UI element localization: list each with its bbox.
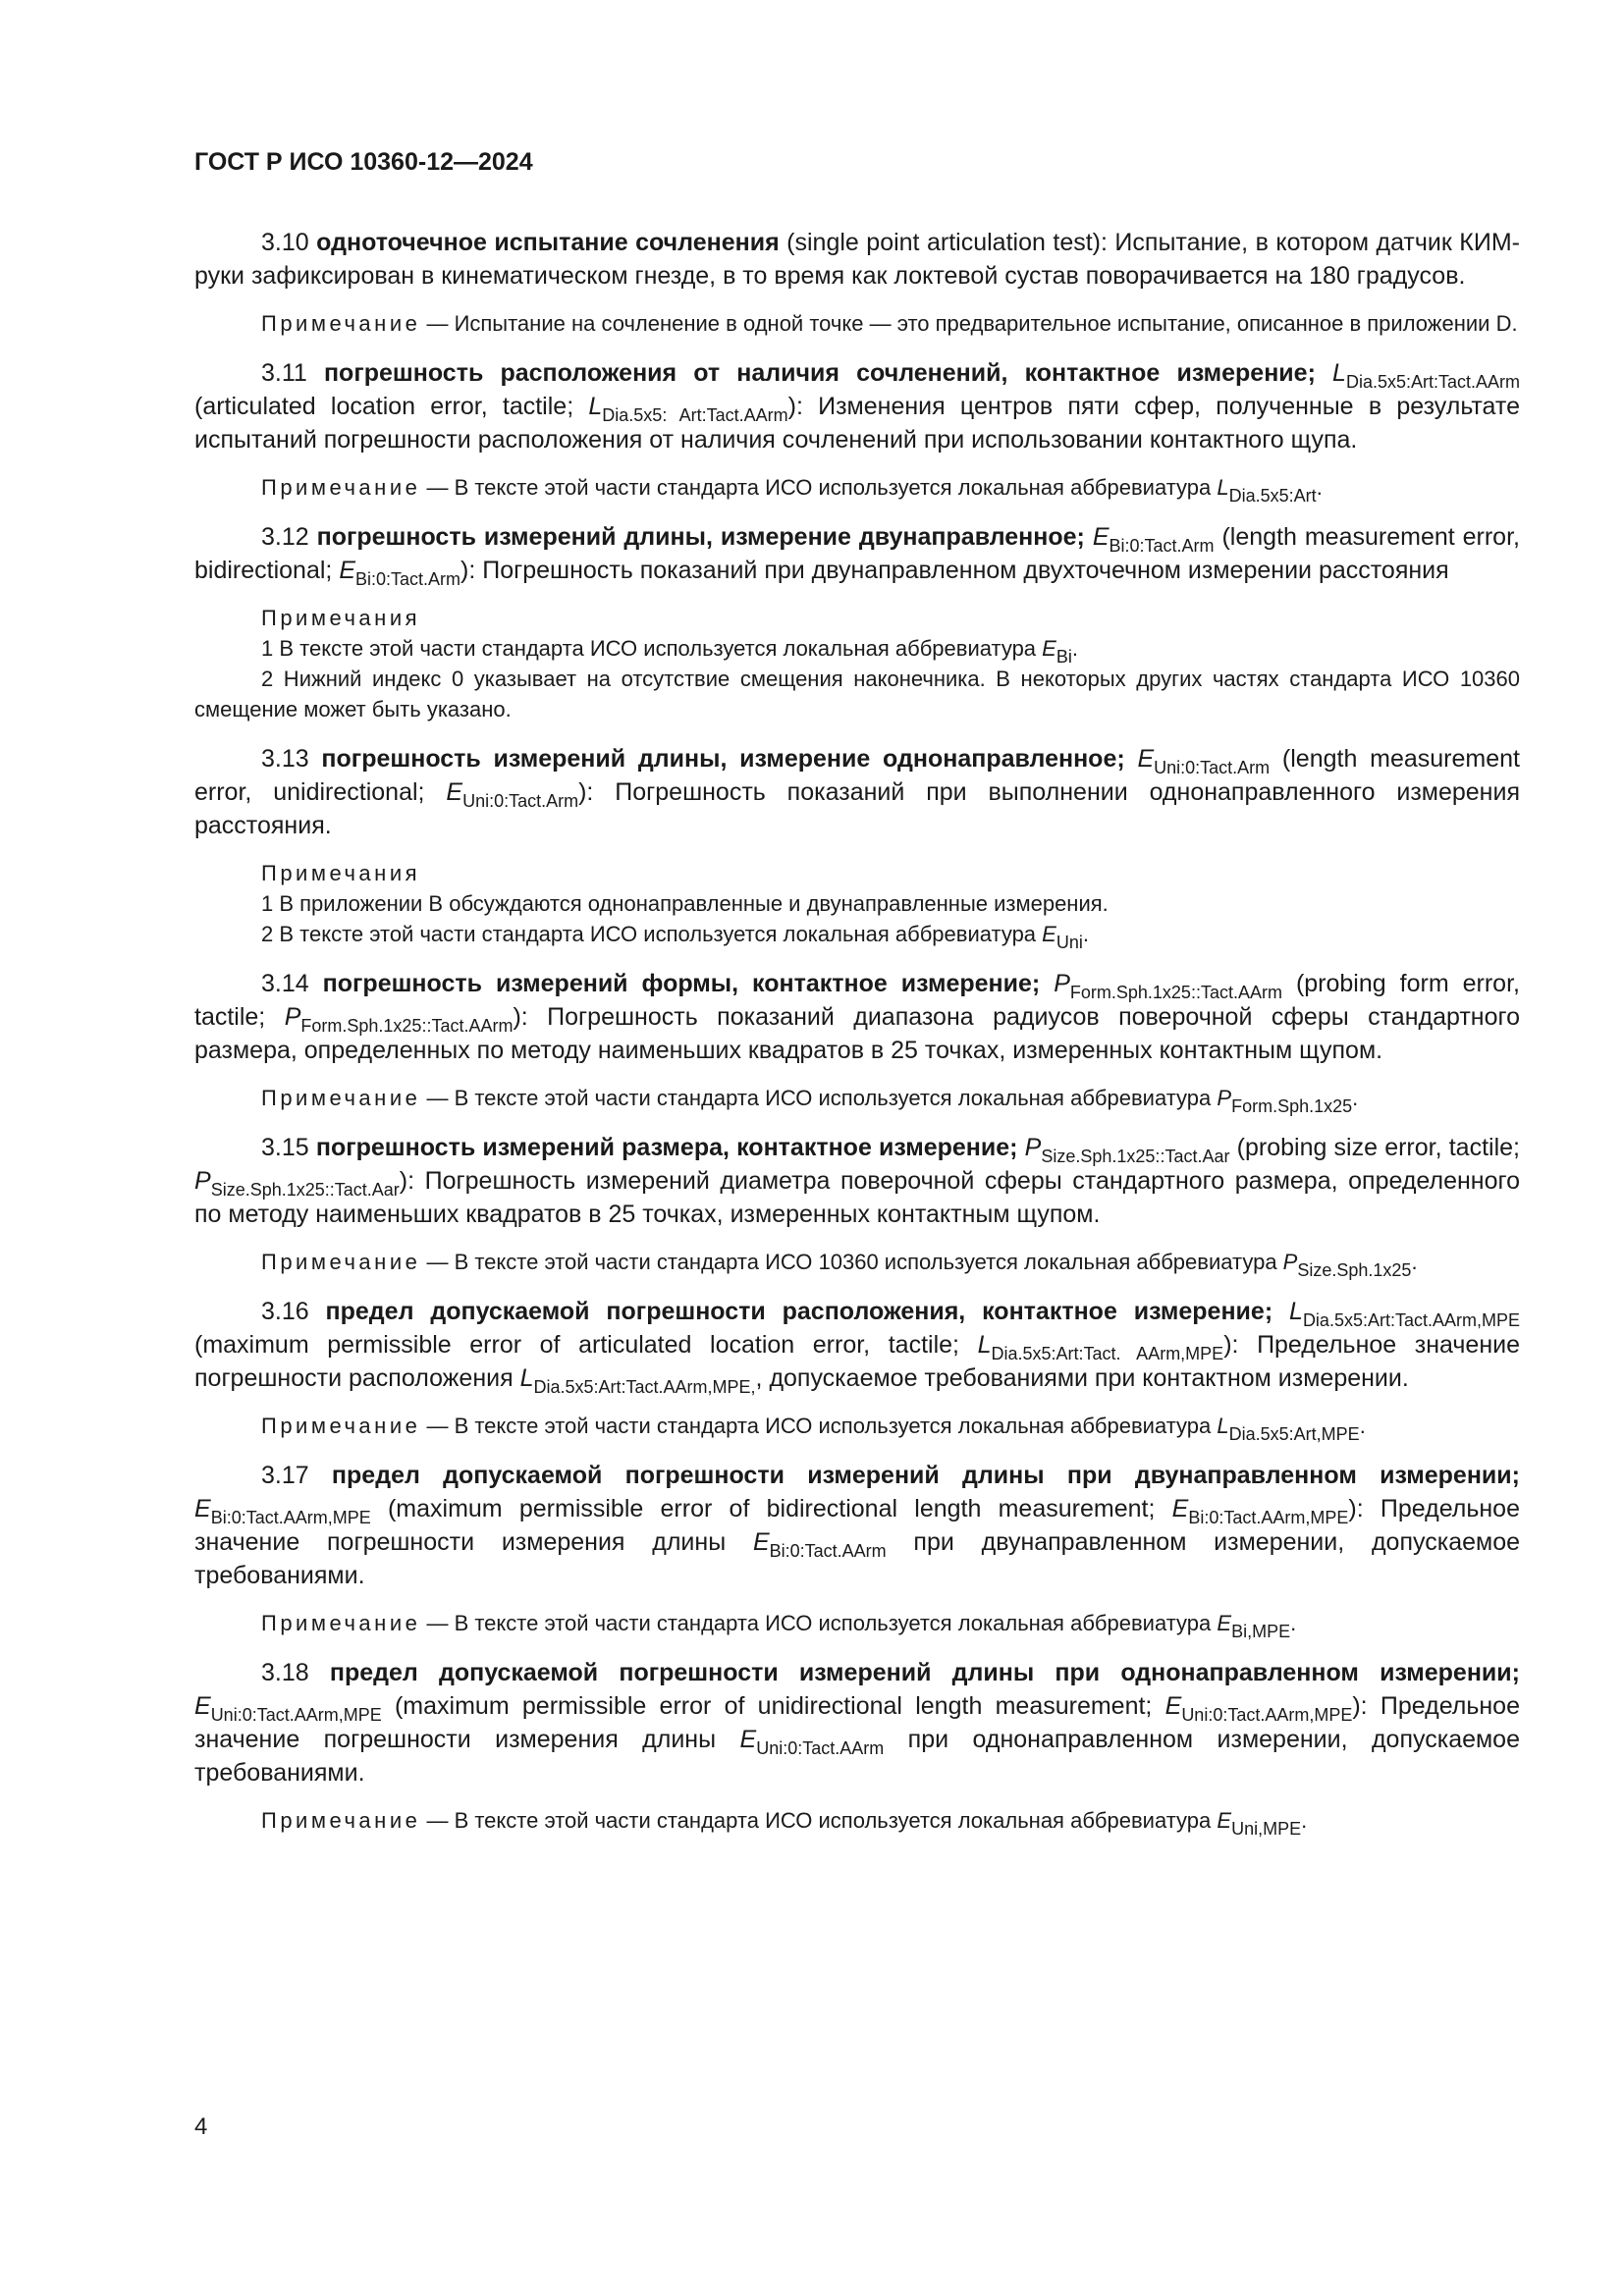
term-3-18: 3.18 предел допускаемой погрешности измерений длины при однонаправленном измерении; $E_{Uni:0:Tact.AArm,MPE}$ (maximum permissible error of unidirectional length measurement; $E_{Uni:0:Tact.AArm,MPE}$): Предельное значение погрешности измерения длины $E_{Uni:0:Tact.AArm}$ при однонаправленном измерении, допускаемое требованиями. <box>194 1659 1520 1787</box>
term-3-11: 3.11 погрешность расположения от наличия сочленений, контактное измерение; $L_{Dia.5x5:Art:Tact.AArm}$ (articulated location error, tactile; $L_{Dia.5x5: Art:Tact.AArm}$): Изменения центров пяти сфер, полученные в результате испытаний погрешности расположения от наличия сочленений при использовании контактного щупа. <box>194 359 1520 454</box>
term-3-15: 3.15 погрешность измерений размера, контактное измерение; $P_{Size.Sph.1x25::Tact.Aar}$ (probing size error, tactile; $P_{Size.Sph.1x25::Tact.Aar}$): Погрешность измерений диаметра поверочной сферы стандартного размера, определенного по методу наименьших квадратов в 25 точках, измеренных контактным щупом. <box>194 1134 1520 1228</box>
term-title: погрешность измерений размера, контактное измерение; <box>315 1134 1018 1161</box>
document-page <box>194 145 1520 1853</box>
note-3-17: Примечание — В тексте этой части стандарта ИСО используется локальная аббревиатура $E_{Bi,MPE}$. <box>261 1611 1297 1641</box>
term-title: погрешность расположения от наличия сочленений, контактное измерение; <box>323 359 1316 387</box>
term-3-10: 3.10 одноточечное испытание сочленения (single point articulation test): Испытание, в котором датчик КИМ-руки зафиксирован в кинематическом гнезде, в то время как локтевой сустав поворачивается на 180 градусов. <box>194 229 1520 290</box>
term-title: погрешность измерений длины, измерение однонаправленное; <box>321 745 1125 773</box>
note-3-11: Примечание — В тексте этой части стандарта ИСО используется локальная аббревиатура $L_{Dia.5x5:Art}$. <box>261 475 1323 506</box>
note-3-15: Примечание — В тексте этой части стандарта ИСО 10360 используется локальная аббревиатура $P_{Size.Sph.1x25}$. <box>261 1250 1418 1280</box>
term-3-13: 3.13 погрешность измерений длины, измерение однонаправленное; $E_{Uni:0:Tact.Arm}$ (length measurement error, unidirectional; $E_{Uni:0:Tact.Arm}$): Погрешность показаний при выполнении однонаправленного измерения расстояния. <box>194 745 1520 839</box>
term-3-17: 3.17 предел допускаемой погрешности измерений длины при двунаправленном измерении; $E_{Bi:0:Tact.AArm,MPE}$ (maximum permissible error of bidirectional length measurement; $E_{Bi:0:Tact.AArm,MPE}$): Предельное значение погрешности измерения длины $E_{Bi:0:Tact.AArm}$ при двунаправленном измерении, допускаемое требованиями. <box>194 1462 1520 1589</box>
term-title: предел допускаемой погрешности измерений длины при однонаправленном измерении; <box>329 1659 1520 1686</box>
notes-3-12: Примечания 1 В тексте этой части стандарта ИСО используется локальная аббревиатура $E_{Bi}$. 2 Нижний индекс 0 указывает на отсутствие смещения наконечника. В некоторых других частях стандарта ИСО 10360 смещение может быть указано. <box>194 606 1520 721</box>
term-title: предел допускаемой погрешности расположения, контактное измерение; <box>325 1298 1273 1325</box>
term-3-12: 3.12 погрешность измерений длины, измерение двунаправленное; $E_{Bi:0:Tact.Arm}$ (length measurement error, bidirectional; $E_{Bi:0:Tact.Arm}$): Погрешность показаний при двунаправленном двухточечном измерении расстояния <box>194 523 1520 589</box>
note-3-10: Примечание — Испытание на сочленение в одной точке — это предварительное испытание, описанное в приложении D. <box>261 311 1518 336</box>
notes-3-13: Примечания 1 В приложении B обсуждаются однонаправленные и двунаправленные измерения. 2 В тексте этой части стандарта ИСО используется локальная аббревиатура $E_{Uni}$. <box>261 861 1109 952</box>
note-3-16: Примечание — В тексте этой части стандарта ИСО используется локальная аббревиатура $L_{Dia.5x5:Art,MPE}$. <box>261 1414 1366 1444</box>
note-3-14: Примечание — В тексте этой части стандарта ИСО используется локальная аббревиатура $P_{Form.Sph.1x25}$. <box>261 1086 1359 1116</box>
term-3-14: 3.14 погрешность измерений формы, контактное измерение; $P_{Form.Sph.1x25::Tact.AArm}$ (probing form error, tactile; $P_{Form.Sph.1x25::Tact.AArm}$): Погрешность показаний диапазона радиусов поверочной сферы стандартного размера, определенных по методу наименьших квадратов в 25 точках, измеренных контактным щупом. <box>194 970 1520 1064</box>
document-header: ГОСТ Р ИСО 10360-12—2024 <box>194 148 533 176</box>
term-title: одноточечное испытание сочленения <box>316 229 780 256</box>
term-title: предел допускаемой погрешности измерений длины при двунаправленном измерении; <box>331 1462 1520 1489</box>
page-number: 4 <box>194 2113 208 2140</box>
note-3-18: Примечание — В тексте этой части стандарта ИСО используется локальная аббревиатура $E_{Uni,MPE}$. <box>261 1808 1308 1839</box>
term-title: погрешность измерений длины, измерение двунаправленное; <box>316 523 1085 551</box>
term-title: погрешность измерений формы, контактное измерение; <box>322 970 1041 997</box>
term-3-16: 3.16 предел допускаемой погрешности расположения, контактное измерение; $L_{Dia.5x5:Art:Tact.AArm,MPE}$ (maximum permissible error of articulated location error, tactile; $L_{Dia.5x5:Art:Tact. AArm,MPE}$): Предельное значение погрешности расположения $L_{Dia.5x5:Art:Tact.AArm,MPE,}$, допускаемое требованиями при контактном измерении. <box>194 1298 1520 1397</box>
